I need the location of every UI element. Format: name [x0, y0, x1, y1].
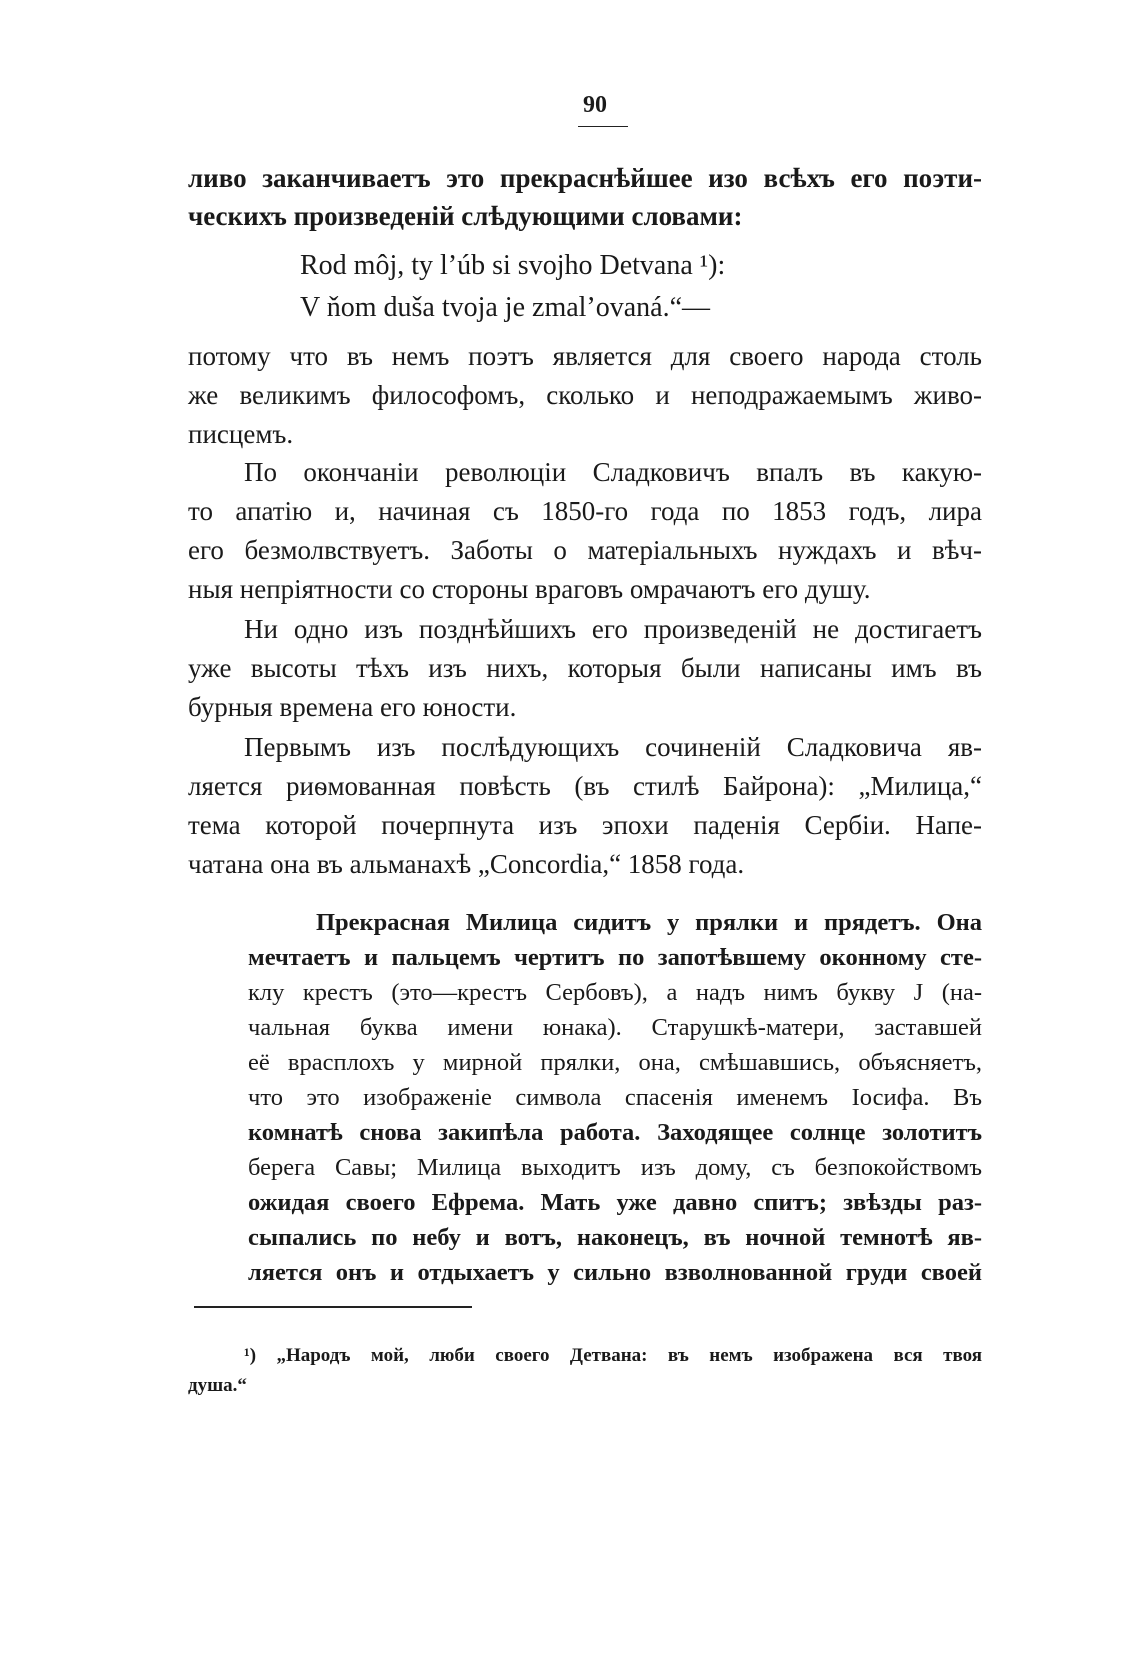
footnote-line: ¹) „Народъ мой, люби своего Детвана: въ немъ изображена вся твоя — [244, 1345, 982, 1366]
summary-line: чальная буква имени юнака). Старушкѣ-матери, заставшей — [248, 1014, 982, 1041]
summary-line: ляется онъ и отдыхаетъ у сильно взволнованной груди своей — [248, 1259, 982, 1286]
page-number: 90 — [583, 92, 607, 118]
footnote-rule — [194, 1306, 472, 1308]
summary-line: Прекрасная Милица сидитъ у прялки и прядетъ. Она — [316, 909, 982, 936]
text-line: уже высоты тѣхъ изъ нихъ, которыя были написаны имъ въ — [188, 653, 982, 683]
summary-line: что это изображенiе символа спасенiя именемъ Iосифа. Въ — [248, 1084, 982, 1111]
text-line: ливо заканчиваетъ это прекраснѣйшее изо всѣхъ его поэти- — [188, 163, 982, 193]
text-line: чатана она въ альманахѣ „Concordia,“ 1858 года. — [188, 849, 745, 879]
text-line: писцемъ. — [188, 419, 294, 449]
summary-line: сыпались по небу и вотъ, наконецъ, въ ночной темнотѣ яв- — [248, 1224, 982, 1251]
text-line: ныя непрiятности со стороны враговъ омрачаютъ его душу. — [188, 574, 871, 604]
text-line: Первымъ изъ послѣдующихъ сочиненiй Сладковича яв- — [244, 732, 982, 762]
summary-line: мечтаетъ и пальцемъ чертитъ по запотѣвшему оконному сте- — [248, 944, 982, 971]
text-line: Ни одно изъ позднѣйшихъ его произведенiй не достигаетъ — [244, 614, 982, 644]
verse-line: V ňom duša tvoja je zmal’ovaná.“— — [300, 292, 711, 323]
footnote-line: душа.“ — [188, 1375, 247, 1396]
verse-line: Rod môj, ty l’úb si svojho Detvana ¹): — [300, 250, 726, 281]
page-number-rule — [578, 126, 628, 127]
summary-line: комнатѣ снова закипѣла работа. Заходящее солнце золотитъ — [248, 1119, 982, 1146]
summary-line: её врасплохъ у мирной прялки, она, смѣшавшись, объясняетъ, — [248, 1049, 982, 1076]
text-line: то апатiю и, начиная съ 1850-го года по 1853 годъ, лира — [188, 496, 982, 526]
summary-line: клу крестъ (это—крестъ Сербовъ), а надъ нимъ букву J (на- — [248, 979, 982, 1006]
text-line: тема которой почерпнута изъ эпохи паденiя Сербiи. Напе- — [188, 810, 982, 840]
text-line: ческихъ произведенiй слѣдующими словами: — [188, 201, 743, 231]
text-line: бурныя времена его юности. — [188, 692, 517, 722]
text-line: его безмолвствуетъ. Заботы о матерiальныхъ нуждахъ и вѣч- — [188, 535, 982, 565]
text-line: По окончанiи революцiи Сладковичъ впалъ въ какую- — [244, 457, 982, 487]
text-line: потому что въ немъ поэтъ является для своего народа столь — [188, 341, 982, 371]
summary-line: ожидая своего Ефрема. Мать уже давно спитъ; звѣзды раз- — [248, 1189, 982, 1216]
text-line: же великимъ философомъ, сколько и неподражаемымъ живо- — [188, 380, 982, 410]
text-line: ляется риѳмованная повѣсть (въ стилѣ Байрона): „Милица,“ — [188, 771, 982, 801]
summary-line: берега Савы; Милица выходитъ изъ дому, съ безпокойствомъ — [248, 1154, 982, 1181]
